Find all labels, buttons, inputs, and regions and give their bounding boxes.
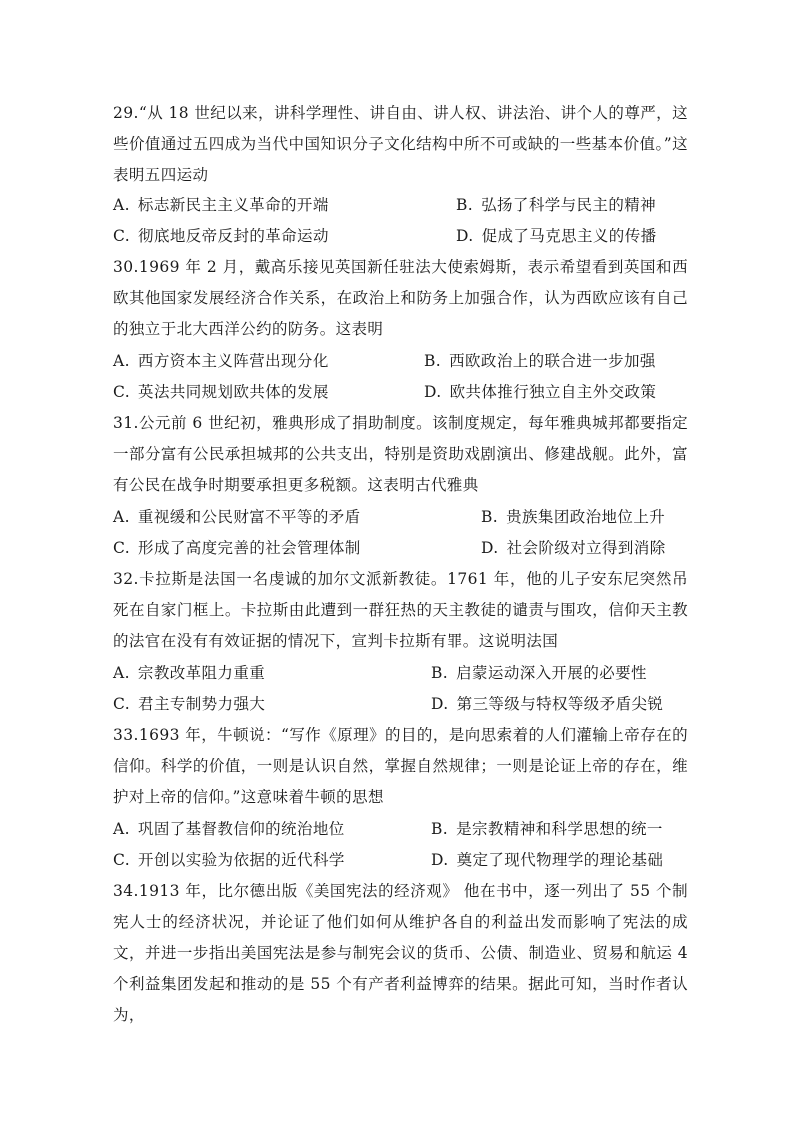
option-text: 宗教改革阻力重重 bbox=[137, 664, 266, 682]
option-30-b[interactable] bbox=[424, 346, 656, 377]
option-text: 是宗教精神和科学思想的统一 bbox=[456, 820, 663, 838]
option-letter: C. bbox=[113, 539, 131, 557]
option-letter: C. bbox=[113, 695, 131, 713]
option-letter: A. bbox=[113, 196, 130, 214]
option-letter: D. bbox=[481, 539, 499, 557]
option-text: 君主专制势力强大 bbox=[138, 695, 266, 713]
option-33-a[interactable] bbox=[113, 814, 345, 845]
question-31-options-row-2 bbox=[113, 533, 693, 564]
option-text: 欧共体推行独立自主外交政策 bbox=[449, 383, 657, 401]
question-29-options-row-2 bbox=[113, 221, 693, 252]
option-32-d[interactable] bbox=[431, 689, 663, 720]
option-32-a[interactable] bbox=[113, 658, 265, 689]
question-30-options-row-1 bbox=[113, 346, 693, 377]
question-29-options-row-1 bbox=[113, 190, 693, 221]
option-letter: A. bbox=[113, 664, 130, 682]
option-29-b[interactable] bbox=[456, 190, 656, 221]
option-letter: C. bbox=[113, 227, 131, 245]
option-text: 弘扬了科学与民主的精神 bbox=[481, 196, 657, 214]
option-text: 社会阶级对立得到消除 bbox=[506, 539, 666, 557]
option-letter: B. bbox=[481, 508, 499, 526]
option-letter: D. bbox=[456, 227, 474, 245]
option-letter: B. bbox=[431, 664, 449, 682]
option-31-b[interactable] bbox=[481, 502, 665, 533]
option-text: 巩固了基督教信仰的统治地位 bbox=[137, 820, 345, 838]
option-text: 英法共同规划欧共体的发展 bbox=[138, 383, 329, 401]
option-30-d[interactable] bbox=[424, 377, 656, 408]
option-letter: A. bbox=[113, 820, 130, 838]
option-32-c[interactable] bbox=[113, 689, 265, 720]
option-29-d[interactable] bbox=[456, 221, 657, 252]
option-text: 标志新民主主义革命的开端 bbox=[137, 196, 329, 214]
question-31-stem: 31.公元前 6 世纪初，雅典形成了捐助制度。该制度规定，每年雅典城邦都要指定一部分富有公民承担城邦的公共支出，特别是资助戏剧演出、修建战舰。此外，富有公民在战争时期要承担更多税额。这表明古代雅典 bbox=[113, 414, 688, 494]
question-33-options-row-1 bbox=[113, 814, 693, 845]
option-text: 重视缓和公民财富不平等的矛盾 bbox=[137, 508, 361, 526]
option-30-a[interactable] bbox=[113, 346, 329, 377]
question-30-stem: 30.1969 年 2 月，戴高乐接见英国新任驻法大使索姆斯，表示希望看到英国和西欧其他国家发展经济合作关系，在政治上和防务上加强合作，认为西欧应该有自己的独立于北大西洋公约的防务。这表明 bbox=[113, 258, 688, 338]
option-text: 第三等级与特权等级矛盾尖锐 bbox=[456, 695, 664, 713]
question-33-stem: 33.1693 年，牛顿说：“写作《原理》的目的，是向思索着的人们灌输上帝存在的信仰。科学的价值，一则是认识自然，掌握自然规律；一则是论证上帝的存在，维护对上帝的信仰。”这意味着牛顿的思想 bbox=[113, 726, 688, 806]
option-text: 彻底地反帝反封的革命运动 bbox=[138, 227, 329, 245]
option-33-d[interactable] bbox=[431, 845, 663, 876]
option-text: 形成了高度完善的社会管理体制 bbox=[138, 539, 361, 557]
option-letter: D. bbox=[424, 383, 442, 401]
option-text: 开创以实验为依据的近代科学 bbox=[138, 851, 345, 869]
question-34-stem: 34.1913 年，比尔德出版《美国宪法的经济观》 他在书中，逐一列出了 55 个制宪人士的经济状况，并论证了他们如何从维护各自的利益出发而影响了宪法的成文，并进一步指出美国宪法是参与制宪会议的货币、公债、制造业、贸易和航运 4 个利益集团发起和推动的是 55 个有产者利益博弈的结果。据此可知，当时作者认为， bbox=[113, 882, 688, 1024]
question-32-stem: 32.卡拉斯是法国一名虔诚的加尔文派新教徒。1761 年，他的儿子安东尼突然吊死在自家门框上。卡拉斯由此遭到一群狂热的天主教徒的谴责与围攻，信仰天主教的法官在没有有效证据的情况下，宣判卡拉斯有罪。这说明法国 bbox=[113, 570, 688, 650]
question-29-stem: 29.“从 18 世纪以来，讲科学理性、讲自由、讲人权、讲法治、讲个人的尊严，这些价值通过五四成为当代中国知识分子文化结构中所不可或缺的一些基本价值。”这表明五四运动 bbox=[113, 104, 688, 184]
option-letter: A. bbox=[113, 352, 130, 370]
option-text: 启蒙运动深入开展的必要性 bbox=[456, 664, 647, 682]
option-31-c[interactable] bbox=[113, 533, 361, 564]
option-letter: D. bbox=[431, 851, 449, 869]
option-letter: B. bbox=[456, 196, 474, 214]
question-30-options-row-2 bbox=[113, 377, 693, 408]
question-33-options-row-2 bbox=[113, 845, 693, 876]
option-text: 贵族集团政治地位上升 bbox=[506, 508, 666, 526]
option-text: 西方资本主义阵营出现分化 bbox=[137, 352, 329, 370]
option-30-c[interactable] bbox=[113, 377, 329, 408]
option-letter: C. bbox=[113, 383, 131, 401]
option-33-b[interactable] bbox=[431, 814, 663, 845]
option-text: 奠定了现代物理学的理论基础 bbox=[456, 851, 664, 869]
option-33-c[interactable] bbox=[113, 845, 345, 876]
option-letter: A. bbox=[113, 508, 130, 526]
option-text: 促成了马克思主义的传播 bbox=[481, 227, 657, 245]
question-32-options-row-1 bbox=[113, 658, 693, 689]
question-31-options-row-1 bbox=[113, 502, 693, 533]
option-text: 西欧政治上的联合进一步加强 bbox=[449, 352, 656, 370]
option-31-a[interactable] bbox=[113, 502, 361, 533]
option-31-d[interactable] bbox=[481, 533, 666, 564]
option-letter: D. bbox=[431, 695, 449, 713]
option-29-c[interactable] bbox=[113, 221, 329, 252]
option-letter: B. bbox=[431, 820, 449, 838]
option-letter: C. bbox=[113, 851, 131, 869]
question-32-options-row-2 bbox=[113, 689, 693, 720]
option-29-a[interactable] bbox=[113, 190, 329, 221]
option-letter: B. bbox=[424, 352, 442, 370]
option-32-b[interactable] bbox=[431, 658, 647, 689]
